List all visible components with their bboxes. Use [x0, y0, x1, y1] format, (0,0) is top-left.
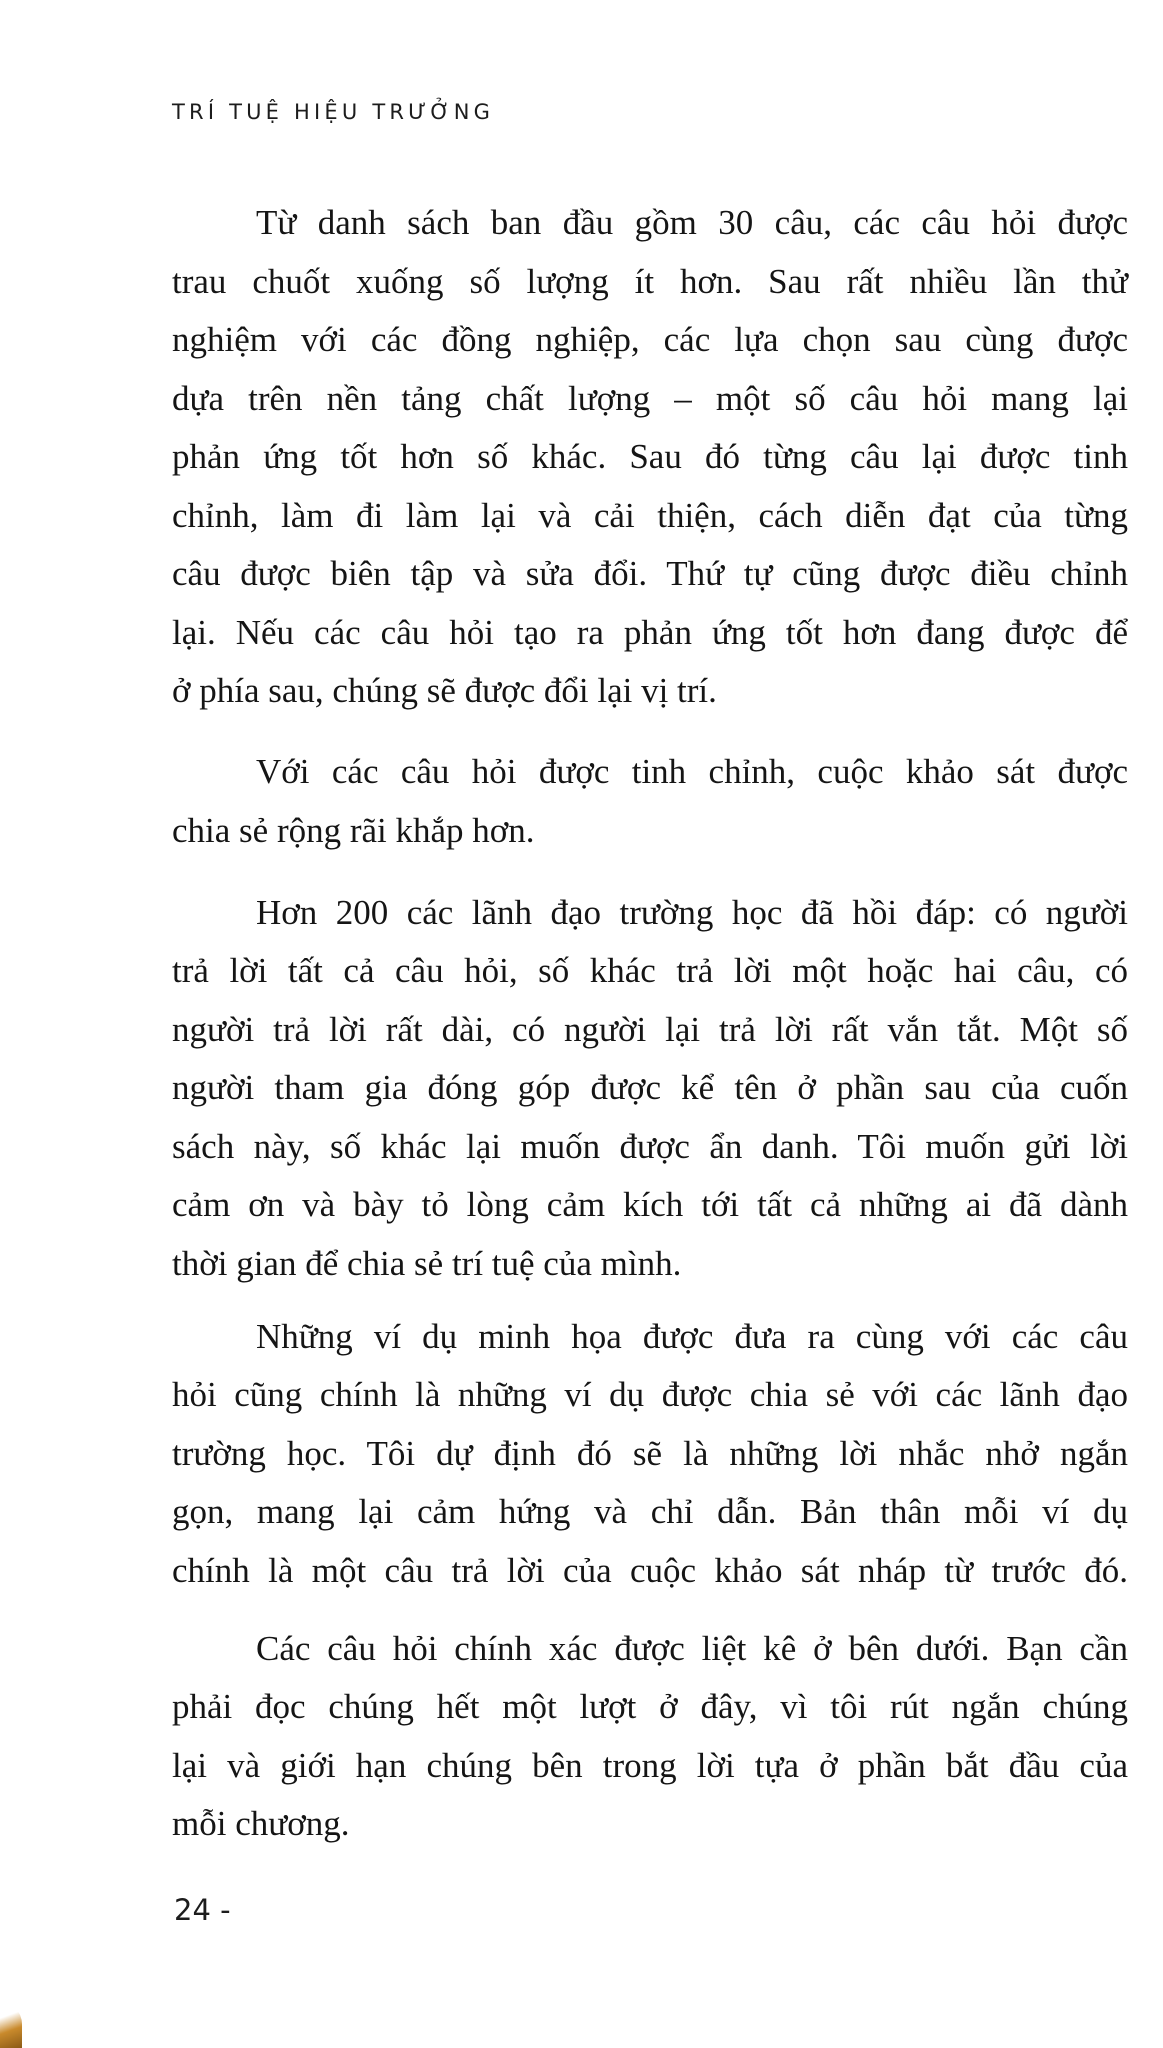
- text-line: thời gian để chia sẻ trí tuệ của mình.: [172, 1244, 682, 1283]
- text-line: chỉnh, làm đi làm lại và cải thiện, cách diễn đạt của từng: [172, 496, 1128, 535]
- text-line: Với các câu hỏi được tinh chỉnh, cuộc khảo sát được: [256, 752, 1128, 791]
- text-line: mỗi chương.: [172, 1804, 350, 1843]
- page-corner-shadow: [0, 2002, 22, 2048]
- text-line: Hơn 200 các lãnh đạo trường học đã hồi đáp: có người: [256, 893, 1128, 932]
- text-line: Các câu hỏi chính xác được liệt kê ở bên dưới. Bạn cần: [256, 1629, 1128, 1668]
- text-line: hỏi cũng chính là những ví dụ được chia sẻ với các lãnh đạo: [172, 1375, 1128, 1414]
- text-line: sách này, số khác lại muốn được ẩn danh. Tôi muốn gửi lời: [172, 1127, 1128, 1166]
- text-line: phải đọc chúng hết một lượt ở đây, vì tôi rút ngắn chúng: [172, 1687, 1128, 1726]
- text-line: người trả lời rất dài, có người lại trả lời rất vắn tắt. Một số: [172, 1010, 1128, 1049]
- text-line: chính là một câu trả lời của cuộc khảo sát nháp từ trước đó.: [172, 1551, 1128, 1590]
- text-line: gọn, mang lại cảm hứng và chỉ dẫn. Bản thân mỗi ví dụ: [172, 1492, 1128, 1531]
- running-header: TRÍ TUỆ HIỆU TRƯỞNG: [172, 100, 495, 124]
- text-line: chia sẻ rộng rãi khắp hơn.: [172, 811, 535, 850]
- text-line: trường học. Tôi dự định đó sẽ là những lời nhắc nhở ngắn: [172, 1434, 1128, 1473]
- text-line: lại. Nếu các câu hỏi tạo ra phản ứng tốt hơn đang được để: [172, 613, 1128, 652]
- text-line: Những ví dụ minh họa được đưa ra cùng với các câu: [256, 1317, 1128, 1356]
- text-line: lại và giới hạn chúng bên trong lời tựa ở phần bắt đầu của: [172, 1746, 1128, 1785]
- text-line: trả lời tất cả câu hỏi, số khác trả lời một hoặc hai câu, có: [172, 951, 1128, 990]
- text-line: phản ứng tốt hơn số khác. Sau đó từng câu lại được tinh: [172, 437, 1128, 476]
- text-line: người tham gia đóng góp được kể tên ở phần sau của cuốn: [172, 1068, 1128, 1107]
- text-line: trau chuốt xuống số lượng ít hơn. Sau rất nhiều lần thử: [172, 262, 1128, 301]
- text-line: cảm ơn và bày tỏ lòng cảm kích tới tất cả những ai đã dành: [172, 1185, 1128, 1224]
- text-line: nghiệm với các đồng nghiệp, các lựa chọn sau cùng được: [172, 320, 1128, 359]
- text-line: dựa trên nền tảng chất lượng – một số câu hỏi mang lại: [172, 379, 1128, 418]
- text-line: Từ danh sách ban đầu gồm 30 câu, các câu hỏi được: [256, 203, 1128, 242]
- page-number: 24 -: [174, 1893, 231, 1927]
- text-line: ở phía sau, chúng sẽ được đổi lại vị trí.: [172, 671, 717, 710]
- text-line: câu được biên tập và sửa đổi. Thứ tự cũng được điều chỉnh: [172, 554, 1128, 593]
